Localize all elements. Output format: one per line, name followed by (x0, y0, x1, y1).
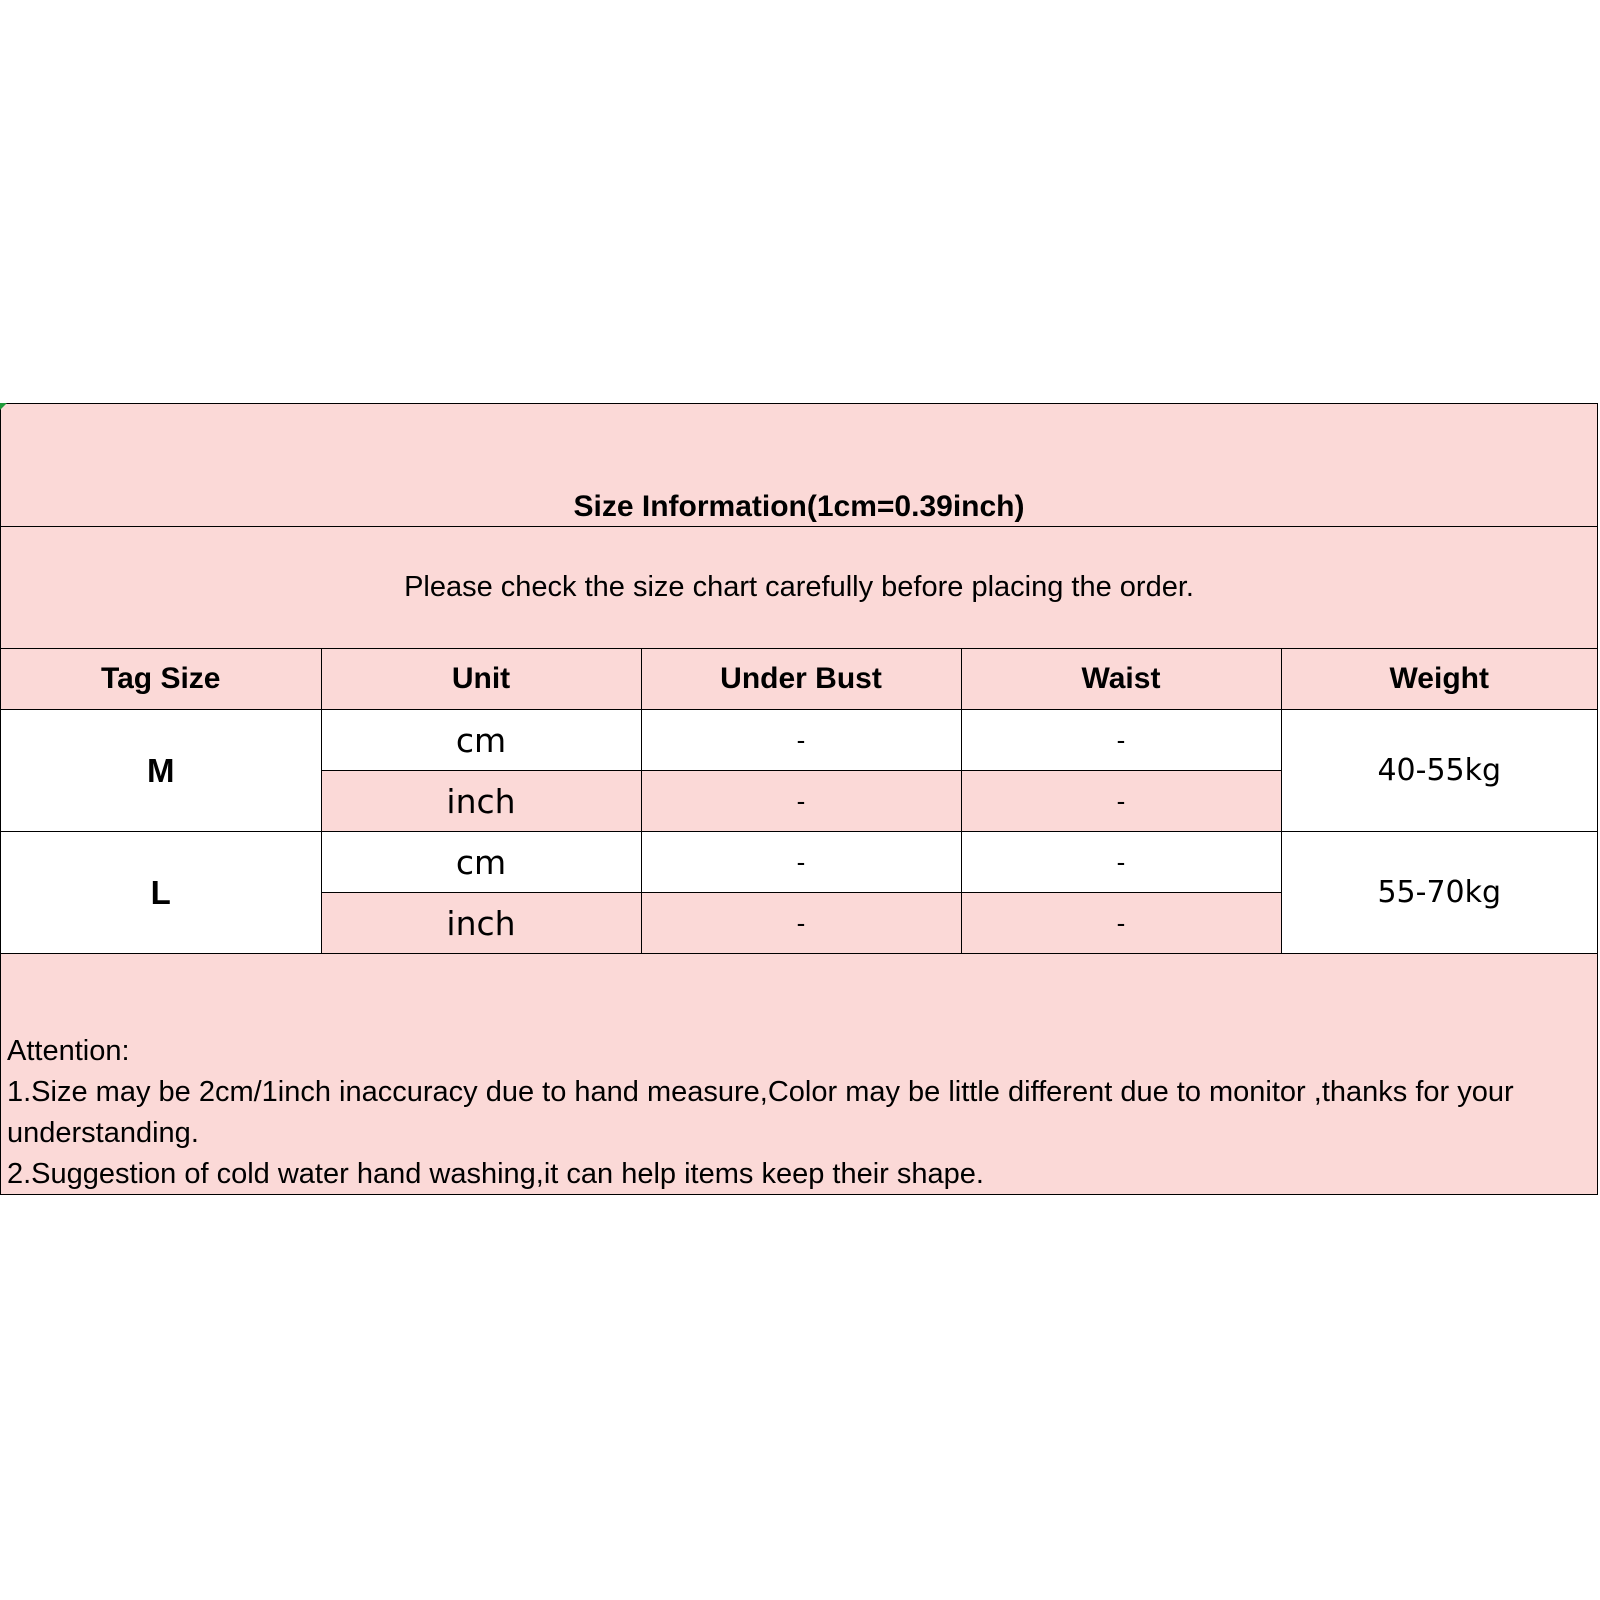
under-bust-cell: - (641, 710, 961, 771)
size-chart-sheet (0, 403, 1598, 1195)
waist-cell: - (961, 832, 1281, 893)
header-waist: Waist (961, 649, 1281, 710)
under-bust-cell: - (641, 771, 961, 832)
attention-line-1: 1.Size may be 2cm/1inch inaccuracy due to hand measure,Color may be little different due to monitor ,thanks for your understanding. (7, 1076, 1514, 1149)
header-weight: Weight (1281, 649, 1597, 710)
corner-mark-icon (0, 403, 7, 410)
tag-size-cell: L (1, 832, 321, 954)
weight-cell: 40-55kg (1281, 710, 1597, 832)
unit-cell: inch (321, 893, 641, 954)
tag-size-cell: M (1, 710, 321, 832)
header-tag-size: Tag Size (1, 649, 321, 710)
unit-cell: cm (321, 832, 641, 893)
unit-cell: inch (321, 771, 641, 832)
header-under-bust: Under Bust (641, 649, 961, 710)
under-bust-cell: - (641, 832, 961, 893)
unit-cell: cm (321, 710, 641, 771)
waist-cell: - (961, 710, 1281, 771)
under-bust-cell: - (641, 893, 961, 954)
attention-notes (7, 1031, 1591, 1195)
waist-cell: - (961, 893, 1281, 954)
size-chart-instruction: Please check the size chart carefully before placing the order. (1, 527, 1597, 649)
table-row (1, 710, 1597, 771)
waist-cell: - (961, 771, 1281, 832)
attention-heading: Attention: (7, 1035, 130, 1067)
size-info-title: Size Information(1cm=0.39inch) (1, 404, 1597, 527)
header-unit: Unit (321, 649, 641, 710)
weight-cell: 55-70kg (1281, 832, 1597, 954)
size-table (1, 404, 1597, 954)
table-row (1, 832, 1597, 893)
attention-line-2: 2.Suggestion of cold water hand washing,it can help items keep their shape. (7, 1158, 984, 1190)
